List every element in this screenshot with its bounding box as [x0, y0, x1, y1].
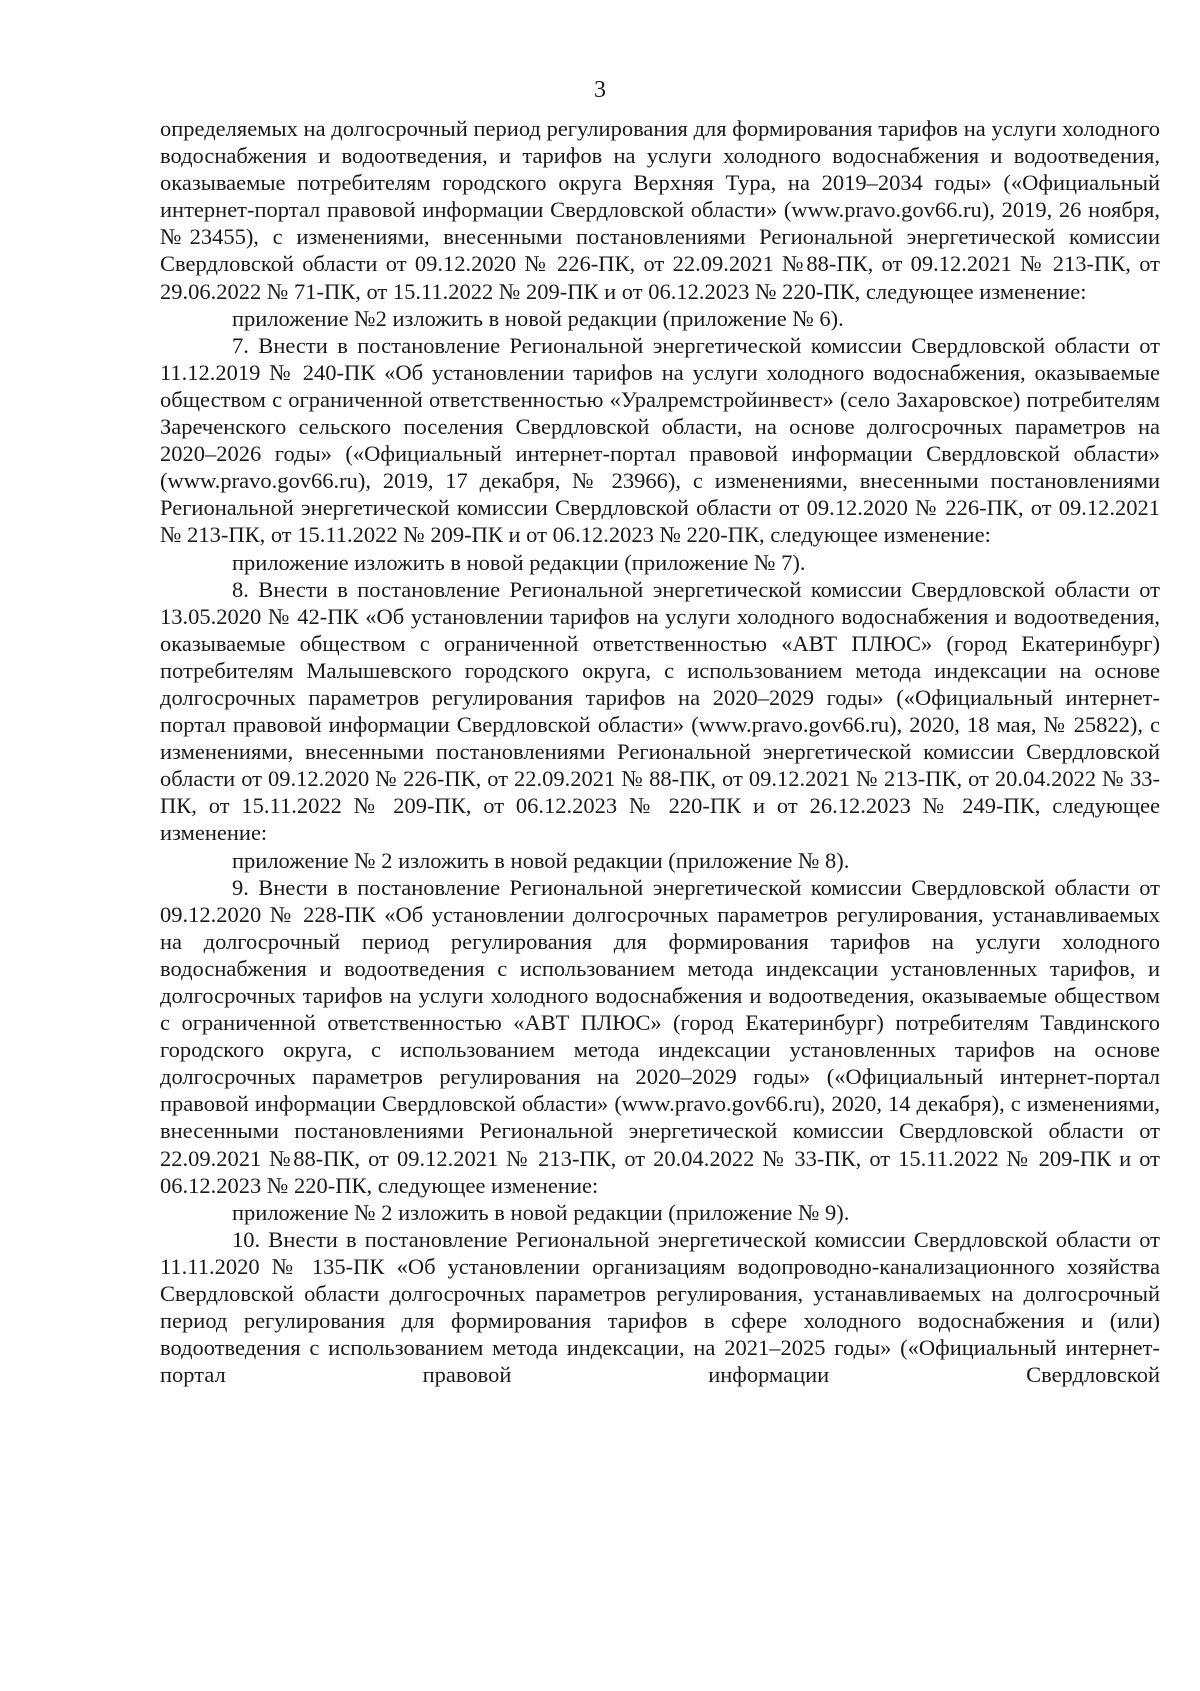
paragraph-appendix-7: приложение изложить в новой редакции (приложение № 7).	[232, 549, 806, 575]
paragraph-appendix-9: приложение № 2 изложить в новой редакции (приложение № 9).	[232, 1199, 850, 1225]
document-body	[160, 115, 1160, 1388]
paragraph-appendix-6: приложение №2 изложить в новой редакции (приложение № 6).	[232, 305, 844, 331]
paragraph-item-10: 10. Внести в постановление Региональной энергетической комиссии Свердловской области от 11.11.2020 № 135-ПК «Об установлении организациям водопроводно-канализационного хозяйства Свердловской области долгосрочных параметров регулирования, устанавливаемых на долгосрочный период регулирования для формирования тарифов в сфере холодного водоснабжения и (или) водоотведения с использованием метода индексации, на 2021–2025 годы» («Официальный интернет-портал правовой информации Свердловской	[160, 1226, 1160, 1388]
paragraph-continuation: определяемых на долгосрочный период регулирования для формирования тарифов на услуги холодного водоснабжения и водоотведения, и тарифов на услуги холодного водоснабжения и водоотведения, оказываемые потребителям городского округа Верхняя Тура, на 2019–2034 годы» («Официальный интернет-портал правовой информации Свердловской области» (www.pravo.gov66.ru), 2019, 26 ноября, №23455), с изменениями, внесенными постановлениями Региональной энергетической комиссии Свердловской области от 09.12.2020 № 226-ПК, от 22.09.2021 №88-ПК, от 09.12.2021 № 213-ПК, от 29.06.2022 № 71-ПК, от 15.11.2022 № 209-ПК и от 06.12.2023 № 220-ПК, следующее изменение:	[160, 116, 1160, 304]
paragraph-item-9: 9. Внести в постановление Региональной энергетической комиссии Свердловской области от 09.12.2020 № 228-ПК «Об установлении долгосрочных параметров регулирования, устанавливаемых на долгосрочный период регулирования для формирования тарифов на услуги холодного водоснабжения и водоотведения с использованием метода индексации установленных тарифов, и долгосрочных тарифов на услуги холодного водоснабжения и водоотведения, оказываемые обществом с ограниченной ответственностью «АВТ ПЛЮС» (город Екатеринбург) потребителям Тавдинского городского округа, с использованием метода индексации установленных тарифов на основе долгосрочных параметров регулирования на 2020–2029 годы» («Официальный интернет-портал правовой информации Свердловской области» (www.pravo.gov66.ru), 2020, 14 декабря), с изменениями, внесенными постановлениями Региональной энергетической комиссии Свердловской области от 22.09.2021 №88-ПК, от 09.12.2021 № 213-ПК, от 20.04.2022 № 33-ПК, от 15.11.2022 № 209-ПК и от 06.12.2023 № 220-ПК, следующее изменение:	[160, 874, 1160, 1198]
paragraph-appendix-8: приложение № 2 изложить в новой редакции (приложение № 8).	[232, 847, 850, 873]
paragraph-item-8: 8. Внести в постановление Региональной энергетической комиссии Свердловской области от 13.05.2020 № 42-ПК «Об установлении тарифов на услуги холодного водоснабжения и водоотведения, оказываемые обществом с ограниченной ответственностью «АВТ ПЛЮС» (город Екатеринбург) потребителям Малышевского городского округа, с использованием метода индексации на основе долгосрочных параметров регулирования тарифов на 2020–2029 годы» («Официальный интернет-портал правовой информации Свердловской области» (www.pravo.gov66.ru), 2020, 18 мая, № 25822), с изменениями, внесенными постановлениями Региональной энергетической комиссии Свердловской области от 09.12.2020 № 226-ПК, от 22.09.2021 № 88-ПК, от 09.12.2021 № 213-ПК, от 20.04.2022 № 33-ПК, от 15.11.2022 № 209-ПК, от 06.12.2023 № 220-ПК и от 26.12.2023 № 249-ПК, следующее изменение:	[160, 576, 1160, 846]
paragraph-item-7: 7. Внести в постановление Региональной энергетической комиссии Свердловской области от 11.12.2019 № 240-ПК «Об установлении тарифов на услуги холодного водоснабжения, оказываемые обществом с ограниченной ответственностью «Уралремстройинвест» (село Захаровское) потребителям Зареченского сельского поселения Свердловской области, на основе долгосрочных параметров на 2020–2026 годы» («Официальный интернет-портал правовой информации Свердловской области» (www.pravo.gov66.ru), 2019, 17 декабря, № 23966), с изменениями, внесенными постановлениями Региональной энергетической комиссии Свердловской области от 09.12.2020 № 226-ПК, от 09.12.2021 № 213-ПК, от 15.11.2022 № 209-ПК и от 06.12.2023 № 220-ПК, следующее изменение:	[160, 332, 1160, 548]
page-number: 3	[594, 77, 606, 103]
